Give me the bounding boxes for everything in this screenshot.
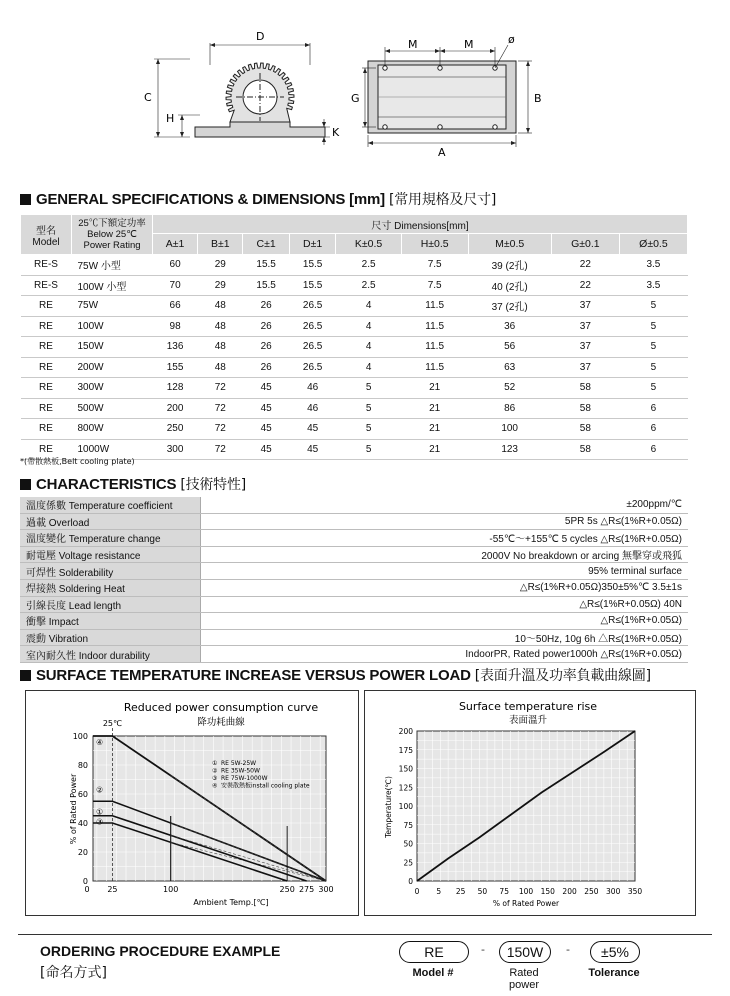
cell-dimension: 72	[198, 398, 243, 419]
y-tick-label: 60	[77, 790, 88, 799]
order-tolerance-label: Tolerance	[588, 967, 640, 979]
y-tick-label: 25	[403, 858, 413, 868]
dim-label-phi: ø	[508, 33, 515, 46]
cell-power: 1000W	[72, 439, 153, 460]
cell-dimension: 26	[243, 337, 290, 358]
derating-chart-panel	[25, 690, 359, 916]
y-tick-label: 125	[398, 783, 413, 793]
cell-dimension: 45	[243, 419, 290, 440]
series-marker: ①	[96, 807, 104, 817]
ordering-title-zh: [命名方式]	[40, 965, 107, 981]
cell-dimension: 37 (2孔)	[468, 296, 551, 317]
cell-dimension: 5	[619, 337, 687, 358]
dim-label-m2: M	[464, 38, 474, 51]
char-value: IndoorPR, Rated power1000h △R≤(1%R+0.05Ω)	[201, 646, 689, 663]
char-label: 過載 Overload	[20, 513, 201, 530]
cell-dimension: 7.5	[401, 275, 468, 296]
spec-header-row-1	[21, 215, 688, 234]
cell-power: 500W	[72, 398, 153, 419]
table-row	[20, 530, 688, 547]
cell-dimension: 26	[243, 296, 290, 317]
cell-dimension: 155	[153, 357, 198, 378]
header-dimensions: 尺寸 Dimensions[mm]	[153, 215, 688, 234]
cell-dimension: 63	[468, 357, 551, 378]
legend-entry: RE 75W-1000W	[221, 775, 268, 782]
mechanical-drawing	[140, 25, 560, 160]
spec-title-zh: [常用規格及尺寸]	[388, 192, 497, 208]
order-power-label: Rated power	[509, 967, 539, 991]
cell-dimension: 5	[619, 296, 687, 317]
cell-dimension: 58	[551, 398, 619, 419]
cell-dimension: 98	[153, 316, 198, 337]
cell-power: 800W	[72, 419, 153, 440]
table-row	[20, 646, 688, 663]
cell-model: RE	[21, 357, 72, 378]
temperature-rise-chart	[365, 691, 695, 915]
cell-dimension: 26.5	[289, 296, 336, 317]
dim-label-h: H	[166, 112, 175, 125]
cell-dimension: 250	[153, 419, 198, 440]
cell-dimension: 11.5	[401, 337, 468, 358]
surface-section-title	[20, 665, 651, 685]
char-section-title	[20, 474, 246, 494]
cell-dimension: 5	[336, 398, 401, 419]
char-label: 震動 Vibration	[20, 629, 201, 646]
cell-dimension: 21	[401, 398, 468, 419]
cell-dimension: 40 (2孔)	[468, 275, 551, 296]
cell-dimension: 5	[619, 357, 687, 378]
x-tick-label: 350	[627, 887, 643, 896]
cell-dimension: 46	[289, 398, 336, 419]
table-row	[21, 337, 688, 358]
char-label: 溫度係數 Temperature coefficient	[20, 497, 201, 513]
dim-label-g: G	[351, 92, 360, 105]
cell-dimension: 58	[551, 419, 619, 440]
y-tick-label: 100	[72, 732, 88, 741]
legend-entry: RE 35W-50W	[221, 767, 260, 775]
cell-dimension: 123	[468, 439, 551, 460]
header-model	[21, 215, 72, 255]
chart-title: Reduced power consumption curve	[123, 701, 319, 714]
cell-dimension: 6	[619, 398, 687, 419]
series-marker: ②	[96, 785, 104, 795]
cell-dimension: 100	[468, 419, 551, 440]
surface-title-zh: [表面升溫及功率負載曲線圖]	[474, 668, 651, 684]
table-row	[20, 563, 688, 580]
characteristics-table	[20, 497, 688, 663]
cell-dimension: 21	[401, 378, 468, 399]
table-row	[20, 513, 688, 530]
cell-dimension: 72	[198, 378, 243, 399]
y-tick-label: 75	[403, 820, 413, 830]
header-power-l2: Below 25℃	[87, 229, 137, 240]
cell-dimension: 5	[619, 316, 687, 337]
y-tick-label: 0	[408, 877, 413, 886]
x-tick-label: 100	[163, 885, 179, 894]
cell-dimension: 70	[153, 275, 198, 296]
cell-dimension: 11.5	[401, 296, 468, 317]
cell-power: 100W	[72, 316, 153, 337]
surface-title-en: SURFACE TEMPERATURE INCREASE VERSUS POWER LOAD	[36, 667, 471, 684]
cell-dimension: 26.5	[289, 316, 336, 337]
chart-title: Surface temperature rise	[458, 700, 598, 713]
x-tick-label: 75	[499, 887, 509, 896]
cell-power: 300W	[72, 378, 153, 399]
y-tick-label: 20	[77, 848, 88, 857]
legend-entry: RE 5W-25W	[221, 760, 257, 767]
cell-dimension: 56	[468, 337, 551, 358]
x-tick-label: 300	[318, 885, 334, 894]
cell-dimension: 48	[198, 357, 243, 378]
cell-dimension: 300	[153, 439, 198, 460]
char-value: 10～50Hz, 10g 6h △R≤(1%R+0.05Ω)	[201, 629, 689, 646]
cell-dimension: 136	[153, 337, 198, 358]
dim-label-m1: M	[408, 38, 418, 51]
char-value: 2000V No breakdown or arcing 無擊穿或飛狐	[201, 546, 689, 563]
char-label: 室內耐久性 Indoor durability	[20, 646, 201, 663]
cell-dimension: 3.5	[619, 275, 687, 296]
cell-model: RE	[21, 439, 72, 460]
column-header: H±0.5	[401, 234, 468, 255]
cell-dimension: 46	[289, 378, 336, 399]
spec-title-en: GENERAL SPECIFICATIONS & DIMENSIONS [mm]	[36, 191, 385, 208]
cell-dimension: 66	[153, 296, 198, 317]
cell-dimension: 7.5	[401, 255, 468, 276]
table-row	[21, 398, 688, 419]
cell-model: RE	[21, 378, 72, 399]
ordering-section	[18, 934, 712, 991]
cell-dimension: 72	[198, 439, 243, 460]
y-tick-label: 175	[398, 745, 413, 755]
cell-dimension: 26.5	[289, 337, 336, 358]
cell-model: RE	[21, 296, 72, 317]
cell-dimension: 15.5	[243, 275, 290, 296]
column-header: A±1	[153, 234, 198, 255]
table-row	[21, 419, 688, 440]
cell-model: RE	[21, 398, 72, 419]
cell-dimension: 26.5	[289, 357, 336, 378]
cell-dimension: 21	[401, 419, 468, 440]
column-header: G±0.1	[551, 234, 619, 255]
cell-dimension: 6	[619, 419, 687, 440]
spec-footnote: *(帶散熱板,Belt cooling plate)	[20, 457, 135, 466]
cell-dimension: 2.5	[336, 255, 401, 276]
cell-dimension: 45	[243, 378, 290, 399]
cell-dimension: 26	[243, 357, 290, 378]
cell-dimension: 4	[336, 296, 401, 317]
char-label: 焊接熱 Soldering Heat	[20, 579, 201, 596]
cell-dimension: 5	[336, 419, 401, 440]
x-tick-label: 0	[414, 887, 420, 896]
x-tick-label: 0	[84, 885, 90, 894]
cell-dimension: 45	[243, 439, 290, 460]
column-header: M±0.5	[468, 234, 551, 255]
cell-dimension: 29	[198, 255, 243, 276]
square-bullet-icon	[20, 194, 31, 205]
cell-dimension: 6	[619, 439, 687, 460]
cell-dimension: 37	[551, 296, 619, 317]
order-separator: -	[481, 943, 485, 956]
x-tick-label: 5	[436, 887, 442, 896]
y-axis-label: Temperature(℃)	[384, 776, 393, 838]
y-tick-label: 40	[77, 819, 88, 828]
x-tick-label: 300	[606, 887, 621, 896]
cell-dimension: 128	[153, 378, 198, 399]
cell-dimension: 22	[551, 255, 619, 276]
cell-power: 75W 小型	[72, 255, 153, 276]
char-value: ±200ppm/℃	[201, 497, 689, 513]
cell-dimension: 86	[468, 398, 551, 419]
cell-power: 100W 小型	[72, 275, 153, 296]
cell-dimension: 37	[551, 337, 619, 358]
cell-power: 200W	[72, 357, 153, 378]
cell-dimension: 11.5	[401, 357, 468, 378]
char-value: △R≤(1%R+0.05Ω)350±5%℃ 3.5±1s	[201, 579, 689, 596]
cell-dimension: 22	[551, 275, 619, 296]
table-row	[21, 296, 688, 317]
x-tick-label: 250	[279, 885, 295, 894]
spec-body	[21, 255, 688, 460]
y-tick-label: 200	[398, 727, 413, 736]
cell-dimension: 39 (2孔)	[468, 255, 551, 276]
cell-dimension: 5	[336, 439, 401, 460]
table-row	[20, 579, 688, 596]
char-label: 衝擊 Impact	[20, 613, 201, 630]
cell-dimension: 48	[198, 337, 243, 358]
cell-dimension: 48	[198, 316, 243, 337]
table-row	[20, 497, 688, 513]
square-bullet-icon	[20, 670, 31, 681]
derating-chart	[26, 691, 358, 915]
series-marker: ③	[96, 817, 104, 827]
table-row	[20, 546, 688, 563]
cell-power: 150W	[72, 337, 153, 358]
cell-dimension: 11.5	[401, 316, 468, 337]
table-row	[21, 275, 688, 296]
char-value: △R≤(1%R+0.05Ω)	[201, 613, 689, 630]
column-header: B±1	[198, 234, 243, 255]
x-tick-label: 250	[584, 887, 599, 896]
header-model-en: Model	[32, 236, 60, 248]
table-row	[20, 596, 688, 613]
cell-dimension: 36	[468, 316, 551, 337]
cell-dimension: 37	[551, 357, 619, 378]
y-axis-label: % of Rated Power	[69, 773, 78, 845]
dim-label-d: D	[256, 30, 265, 43]
cell-model: RE-S	[21, 255, 72, 276]
header-power-l3: Power Rating	[83, 240, 141, 251]
legend-entry: 安裝散熱板install cooling plate	[221, 782, 310, 790]
cell-model: RE	[21, 316, 72, 337]
table-row	[21, 378, 688, 399]
header-model-zh: 型名	[36, 225, 56, 237]
cell-dimension: 29	[198, 275, 243, 296]
header-power-l1: 25℃下額定功率	[78, 218, 146, 229]
order-power-pill: 150W	[499, 941, 551, 963]
cell-dimension: 58	[551, 378, 619, 399]
legend-marker: ④	[212, 782, 218, 790]
cell-dimension: 5	[619, 378, 687, 399]
table-row	[21, 255, 688, 276]
chart-subtitle: 降功耗曲線	[197, 717, 245, 728]
top-marker-label: 25℃	[102, 719, 123, 728]
cell-dimension: 200	[153, 398, 198, 419]
char-title-zh: [技術特性]	[180, 477, 247, 493]
cell-dimension: 21	[401, 439, 468, 460]
dim-label-c: C	[144, 91, 152, 104]
cell-dimension: 45	[289, 419, 336, 440]
y-tick-label: 100	[398, 802, 413, 811]
x-tick-label: 25	[455, 887, 466, 896]
order-model-label: Model #	[412, 967, 454, 979]
cell-dimension: 2.5	[336, 275, 401, 296]
cell-dimension: 15.5	[289, 255, 336, 276]
dim-label-k: K	[332, 126, 340, 139]
char-label: 可焊性 Solderability	[20, 563, 201, 580]
table-row	[21, 357, 688, 378]
column-header: D±1	[289, 234, 336, 255]
column-header: C±1	[243, 234, 290, 255]
dim-label-b: B	[534, 92, 542, 105]
column-header: Ø±0.5	[619, 234, 687, 255]
table-row	[20, 613, 688, 630]
cell-model: RE	[21, 419, 72, 440]
cell-dimension: 26	[243, 316, 290, 337]
cell-power: 75W	[72, 296, 153, 317]
cell-dimension: 3.5	[619, 255, 687, 276]
temperature-chart-panel	[364, 690, 696, 916]
cell-model: RE	[21, 337, 72, 358]
spec-section-title	[20, 189, 496, 209]
cell-dimension: 4	[336, 357, 401, 378]
cell-dimension: 45	[243, 398, 290, 419]
char-label: 溫度變化 Temperature change	[20, 530, 201, 547]
legend-marker: ①	[212, 760, 218, 767]
ordering-title: ORDERING PROCEDURE EXAMPLE	[40, 943, 281, 959]
table-row	[20, 629, 688, 646]
cell-dimension: 4	[336, 337, 401, 358]
char-value: 95% terminal surface	[201, 563, 689, 580]
cell-dimension: 5	[336, 378, 401, 399]
column-header: K±0.5	[336, 234, 401, 255]
cell-dimension: 15.5	[243, 255, 290, 276]
x-tick-label: 275	[298, 885, 315, 894]
char-label: 引線長度 Lead length	[20, 596, 201, 613]
cell-dimension: 60	[153, 255, 198, 276]
x-tick-label: 200	[562, 887, 577, 896]
char-value: △R≤(1%R+0.05Ω) 40N	[201, 596, 689, 613]
char-value: 5PR 5s △R≤(1%R+0.05Ω)	[201, 513, 689, 530]
x-tick-label: 50	[477, 887, 488, 896]
header-power	[72, 215, 153, 255]
spec-table	[20, 214, 688, 460]
order-tolerance-pill: ±5%	[590, 941, 640, 963]
cell-dimension: 15.5	[289, 275, 336, 296]
order-separator: -	[566, 943, 570, 956]
x-axis-label: % of Rated Power	[492, 899, 560, 908]
y-tick-label: 80	[77, 761, 88, 770]
order-model-pill: RE	[399, 941, 469, 963]
cell-dimension: 45	[289, 439, 336, 460]
chart-subtitle: 表面溫升	[508, 715, 548, 726]
y-tick-label: 150	[398, 764, 413, 774]
char-label: 耐電壓 Voltage resistance	[20, 546, 201, 563]
series-marker: ④	[96, 737, 104, 747]
x-axis-label: Ambient Temp.[℃]	[193, 898, 269, 907]
cell-dimension: 37	[551, 316, 619, 337]
char-title-en: CHARACTERISTICS	[36, 476, 177, 493]
x-tick-label: 100	[518, 887, 534, 896]
y-tick-label: 0	[82, 877, 88, 886]
cell-dimension: 58	[551, 439, 619, 460]
dim-label-a: A	[438, 146, 446, 159]
table-row	[21, 316, 688, 337]
square-bullet-icon	[20, 479, 31, 490]
cell-dimension: 4	[336, 316, 401, 337]
x-tick-label: 25	[107, 885, 118, 894]
legend-marker: ②	[212, 767, 218, 775]
char-value: -55℃～+155℃ 5 cycles △R≤(1%R+0.05Ω)	[201, 530, 689, 547]
x-tick-label: 150	[540, 887, 555, 896]
cell-dimension: 52	[468, 378, 551, 399]
cell-model: RE-S	[21, 275, 72, 296]
cell-dimension: 72	[198, 419, 243, 440]
legend-marker: ③	[212, 775, 218, 782]
cell-dimension: 48	[198, 296, 243, 317]
y-tick-label: 50	[403, 839, 413, 849]
